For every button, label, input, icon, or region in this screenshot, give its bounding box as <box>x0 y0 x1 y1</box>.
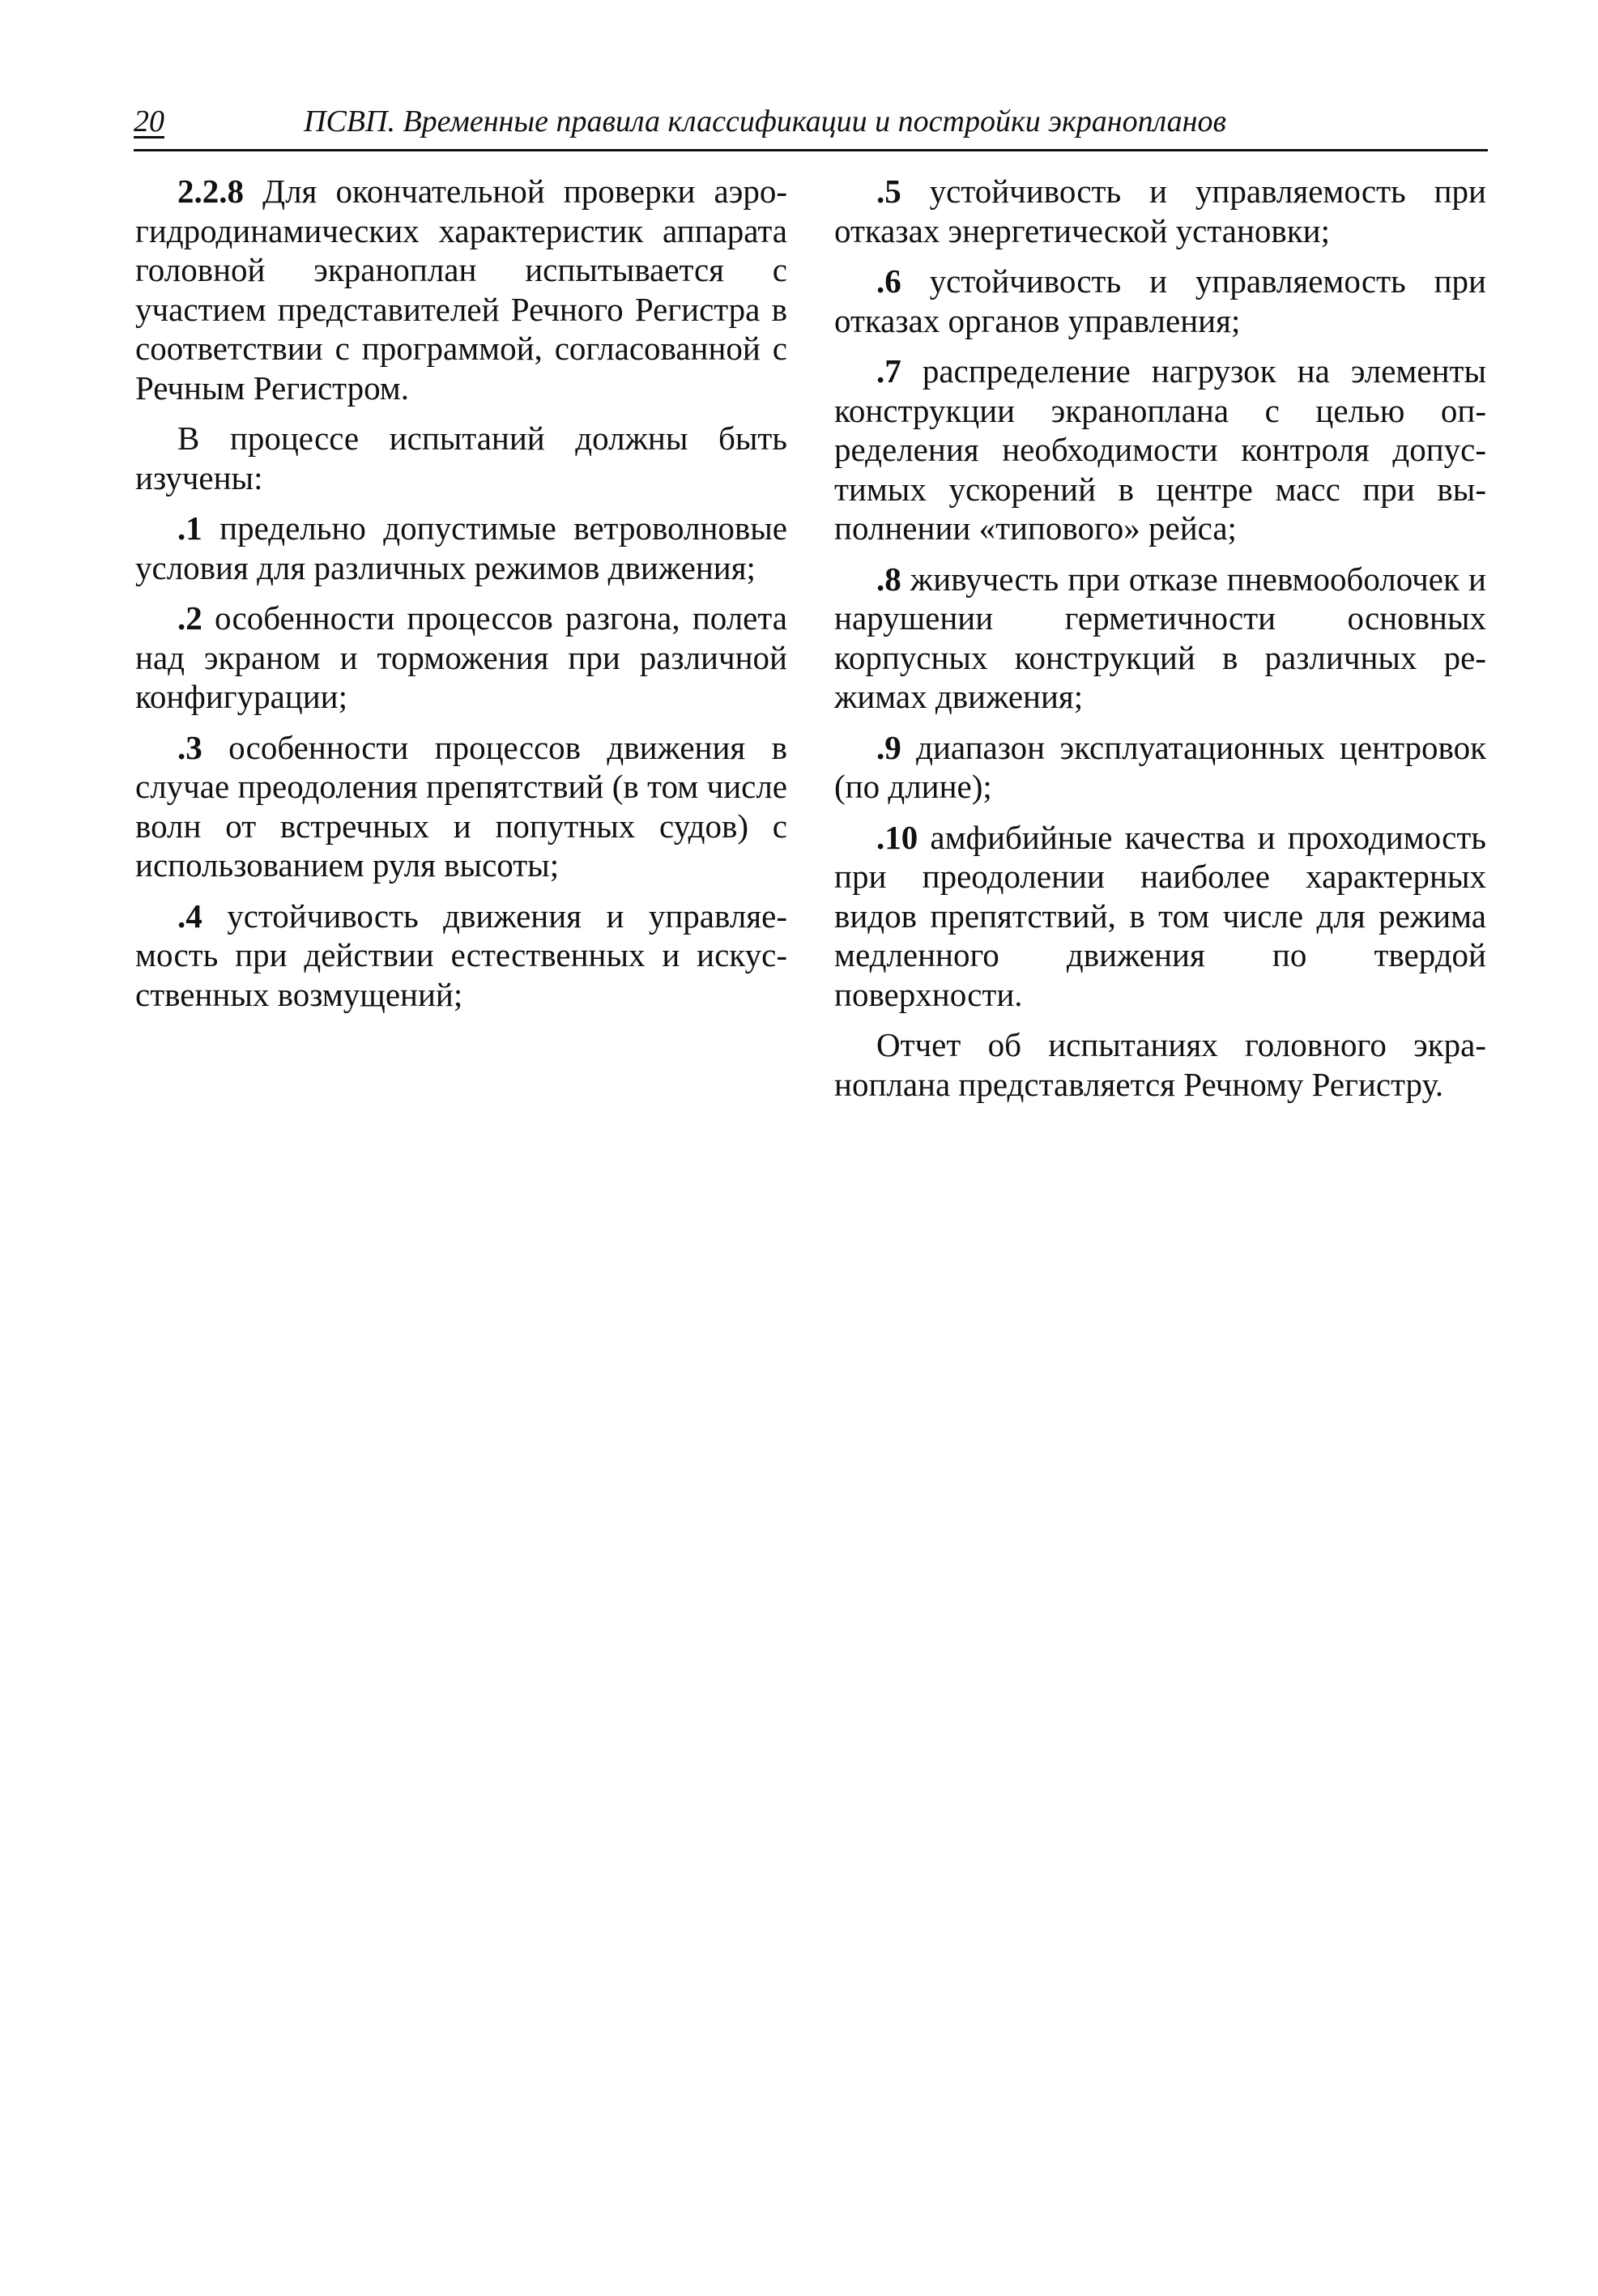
item-text: диапазон эксплуатационных центровок (по длине); <box>834 728 1486 805</box>
list-item-4 <box>135 897 787 1015</box>
item-text: особенности процессов движения в случае преодоления препятствий (в том числе волн от встречных и попутных судов) с использованием руля высоты; <box>135 728 787 884</box>
item-text: устойчивость и управляемость при отказах энергетической установки; <box>834 173 1486 249</box>
list-item-10 <box>834 818 1486 1015</box>
item-text: предельно допустимые ветроволновые условия для различных режимов движения; <box>135 509 787 586</box>
paragraph-text: Отчет об испытаниях головного экраноплана представляется Речному Регистру. <box>834 1026 1486 1103</box>
section-number: 2.2.8 <box>177 173 244 210</box>
item-number: .5 <box>876 173 901 210</box>
list-item-9 <box>834 728 1486 807</box>
study-intro-paragraph <box>135 419 787 497</box>
item-number: .6 <box>876 262 901 300</box>
list-item-8 <box>834 560 1486 717</box>
list-item-3 <box>135 728 787 885</box>
paragraph-text: В процессе испытаний должны быть изучены: <box>135 420 787 496</box>
item-text: живучесть при отказе пневмооболочек и нарушении герметичности основных корпусных конструкций в различных режимах движения; <box>834 560 1486 715</box>
item-number: .7 <box>876 352 901 390</box>
closing-paragraph <box>834 1025 1486 1104</box>
list-item-7 <box>834 351 1486 548</box>
left-column <box>135 172 787 1025</box>
item-text: устойчивость движения и управляемость при действии естественных и искусственных возмущений; <box>135 897 787 1013</box>
running-title: ПСВП. Временные правила классификации и постройки экранопланов <box>304 104 1226 138</box>
list-item-1 <box>135 509 787 587</box>
section-2-2-8-paragraph <box>135 172 787 407</box>
right-column <box>834 172 1486 1115</box>
list-item-6 <box>834 262 1486 340</box>
list-item-2 <box>135 598 787 717</box>
page-header <box>134 104 1488 151</box>
page-number: 20 <box>134 104 164 138</box>
item-number: .4 <box>177 897 202 935</box>
item-number: .9 <box>876 728 901 766</box>
item-text: амфибийные качества и проходимость при преодолении наиболее характерных видов препятствий, в том числе для режима медленного движения по твердой поверхности. <box>834 818 1486 1013</box>
item-text: особенности процессов разгона, полета над экраном и торможения при различной конфигурации; <box>135 599 787 715</box>
item-text: устойчивость и управляемость при отказах органов управления; <box>834 262 1486 339</box>
item-number: .3 <box>177 728 202 766</box>
paragraph-text: Для окончательной проверки аэрогидродинамических характеристик аппарата головной экраноплан испытывается с участием представителей Речного Регистра в соответствии с программой, согласованной с Речным Регистром. <box>135 173 787 407</box>
item-number: .8 <box>876 560 901 598</box>
item-text: распределение нагрузок на элементы конструкции экраноплана с целью определения необходимости контроля допустимых ускорений в центре масс при выполнении «типового» рейса; <box>834 352 1486 547</box>
item-number: .1 <box>177 509 202 547</box>
item-number: .2 <box>177 599 202 637</box>
list-item-5 <box>834 172 1486 250</box>
item-number: .10 <box>876 818 918 856</box>
